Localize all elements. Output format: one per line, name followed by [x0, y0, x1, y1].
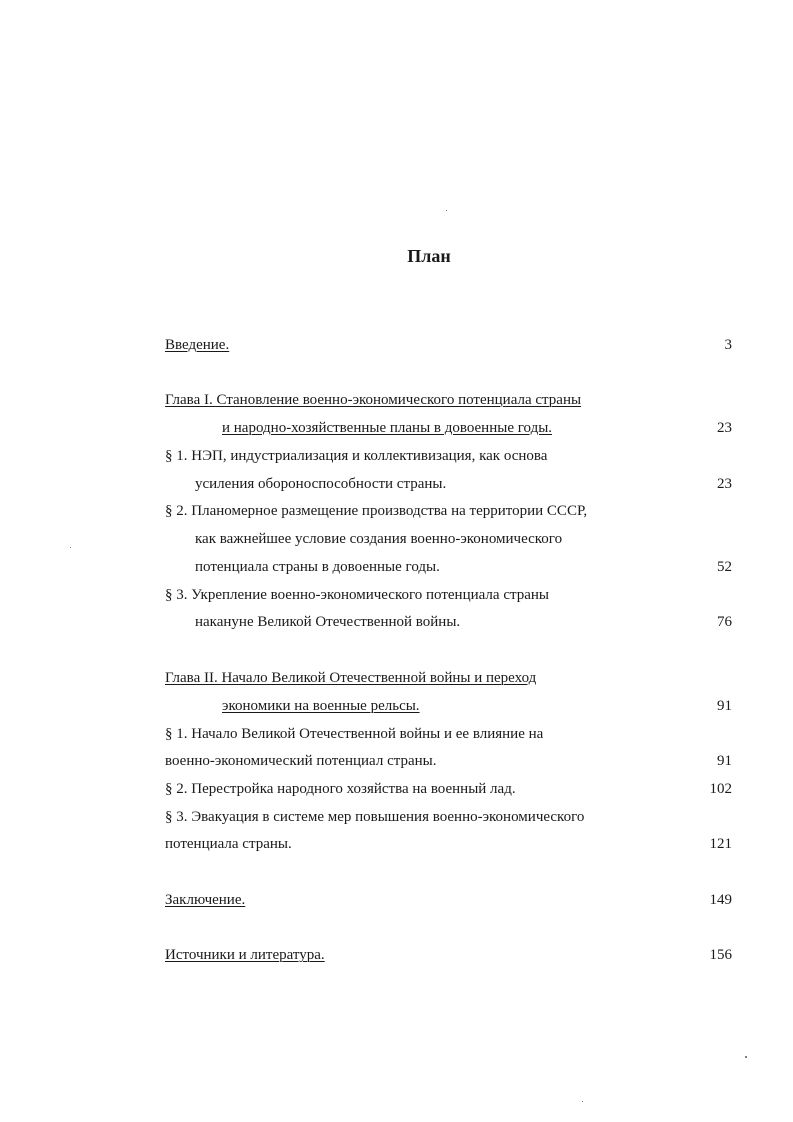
toc-ch1-s2-page: 52 — [717, 559, 732, 575]
toc-ch1-s1-line1: § 1. НЭП, индустриализация и коллективизация, как основа — [165, 448, 548, 464]
toc-ch1-s1-line2: усиления обороноспособности страны. — [195, 476, 447, 492]
toc-ch2-s1-line1: § 1. Начало Великой Отечественной войны и ее влияние на — [165, 726, 544, 742]
scan-speck — [582, 1101, 583, 1102]
toc-intro-label: Введение. — [165, 337, 230, 353]
scan-speck — [745, 1056, 747, 1058]
toc-ch1-page: 23 — [717, 420, 732, 436]
toc-ch2-s1-page: 91 — [717, 753, 732, 769]
toc-ch1-s1-page: 23 — [717, 476, 732, 492]
toc-conclusion-page: 149 — [709, 892, 732, 908]
toc-sources-label: Источники и литература. — [165, 947, 325, 963]
toc-ch1-s3-line1: § 3. Укрепление военно-экономического потенциала страны — [165, 587, 549, 603]
scan-speck — [70, 547, 71, 548]
toc-ch2-s2-page: 102 — [709, 781, 732, 797]
toc-ch2-s3-line2: потенциала страны. — [165, 836, 292, 852]
toc-sources-page: 156 — [709, 947, 732, 963]
toc-ch2-s3-page: 121 — [709, 836, 732, 852]
toc-ch2-s1-line2: военно-экономический потенциал страны. — [165, 753, 437, 769]
toc-conclusion-label: Заключение. — [165, 892, 246, 908]
toc-ch1-s2-line2: как важнейшее условие создания военно-экономического — [195, 531, 563, 547]
toc-ch1-s2-line3: потенциала страны в довоенные годы. — [195, 559, 440, 575]
toc-intro-page: 3 — [724, 337, 732, 353]
scan-speck — [446, 210, 447, 211]
toc-ch1-s2-line1: § 2. Планомерное размещение производства на территории СССР, — [165, 503, 588, 519]
toc-ch2-s3-line1: § 3. Эвакуация в системе мер повышения военно-экономического — [165, 809, 585, 825]
page-title: План — [407, 246, 451, 266]
toc-ch1-title-line1: Глава I. Становление военно-экономического потенциала страны — [165, 392, 582, 408]
toc-ch1-title-line2: и народно-хозяйственные планы в довоенные годы. — [222, 420, 553, 436]
toc-ch2-title-line2: экономики на военные рельсы. — [222, 698, 420, 714]
toc-ch1-s3-line2: накануне Великой Отечественной войны. — [195, 614, 461, 630]
toc-ch1-s3-page: 76 — [717, 614, 732, 630]
toc-ch2-page: 91 — [717, 698, 732, 714]
toc-ch2-title-line1: Глава II. Начало Великой Отечественной войны и переход — [165, 670, 537, 686]
toc-ch2-s2-line1: § 2. Перестройка народного хозяйства на военный лад. — [165, 781, 516, 797]
